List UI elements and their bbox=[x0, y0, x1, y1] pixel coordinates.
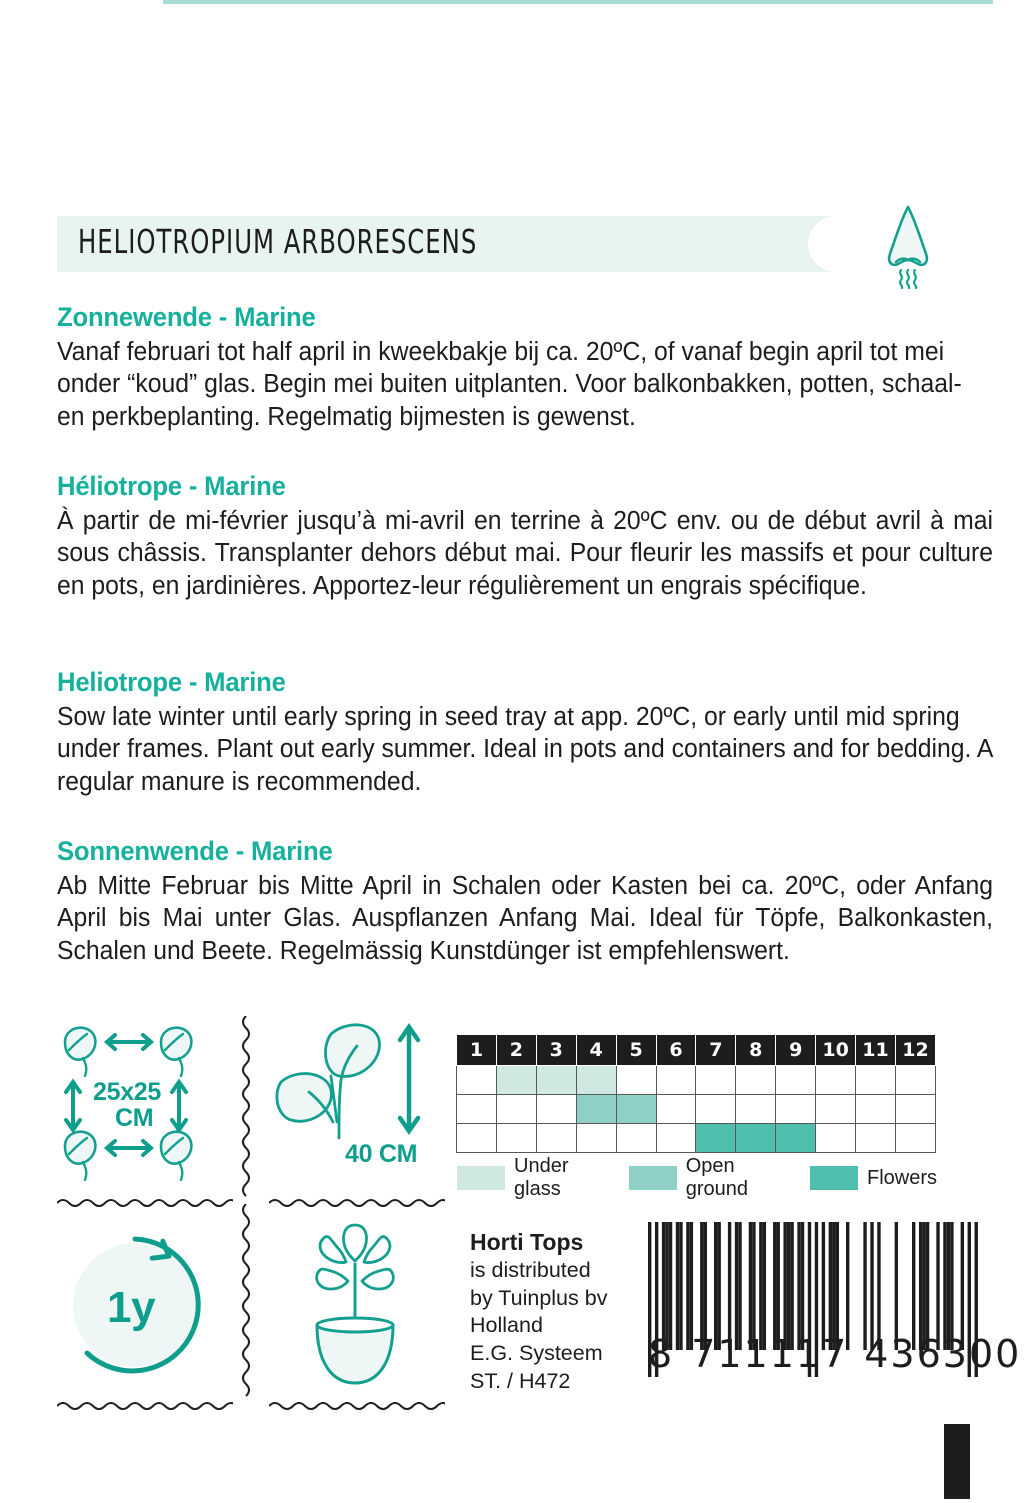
calendar-cell bbox=[856, 1066, 896, 1095]
calendar-month-header: 11 bbox=[856, 1035, 896, 1066]
legend-item bbox=[629, 1155, 794, 1201]
brand-line-2: by Tuinplus bv bbox=[470, 1285, 608, 1310]
legend-swatch bbox=[629, 1166, 677, 1190]
sowing-calendar bbox=[456, 1034, 936, 1153]
band-notch bbox=[808, 216, 842, 272]
legend-swatch bbox=[457, 1166, 505, 1190]
calendar-cell bbox=[536, 1066, 576, 1095]
plant-height-icon bbox=[269, 1018, 445, 1190]
height-value: 40 CM bbox=[345, 1140, 418, 1168]
legend-label: Under glass bbox=[514, 1155, 569, 1200]
calendar-cell bbox=[496, 1124, 536, 1153]
growing-info-icons bbox=[57, 1018, 445, 1396]
divider-wave-vertical bbox=[239, 1016, 253, 1198]
language-block-fr bbox=[57, 471, 992, 602]
brand-line-3: Holland bbox=[470, 1313, 543, 1338]
calendar-cell bbox=[656, 1066, 696, 1095]
calendar-cell bbox=[457, 1095, 497, 1124]
calendar-cell bbox=[576, 1066, 616, 1095]
calendar-header-row bbox=[457, 1035, 936, 1066]
calendar-cell bbox=[616, 1066, 656, 1095]
calendar-cell bbox=[576, 1124, 616, 1153]
divider-wave bbox=[57, 1196, 233, 1210]
calendar-cell bbox=[536, 1124, 576, 1153]
cycle-value: 1y bbox=[107, 1283, 156, 1332]
barcode-right-group: 436300 bbox=[864, 1332, 1022, 1376]
brand-line-4: E.G. Systeem bbox=[470, 1340, 603, 1365]
nose-icon bbox=[872, 200, 944, 290]
variety-title-en: Heliotrope - Marine bbox=[57, 667, 286, 697]
calendar-cell bbox=[457, 1124, 497, 1153]
legend-item bbox=[457, 1155, 613, 1201]
calendar-cell bbox=[816, 1066, 856, 1095]
calendar-month-header: 4 bbox=[576, 1035, 616, 1066]
calendar-cell bbox=[736, 1095, 776, 1124]
potted-plant-icon bbox=[269, 1221, 445, 1393]
top-trim-line bbox=[163, 0, 993, 4]
instructions-en: Sow late winter until early spring in seed tray at app. 20ºC, or early until mid spring under frames. Plant out early summer. Ideal in pots and containers and for bedding. A regular manure is recommended. bbox=[57, 703, 993, 796]
spacing-value-line2: CM bbox=[115, 1104, 154, 1132]
calendar-legend bbox=[457, 1155, 937, 1201]
legend-label: Flowers bbox=[866, 1166, 937, 1189]
calendar-cell bbox=[895, 1095, 935, 1124]
variety-title-de: Sonnenwende - Marine bbox=[57, 836, 333, 866]
calendar-cell bbox=[696, 1095, 736, 1124]
calendar-cell bbox=[895, 1066, 935, 1095]
brand-info bbox=[470, 1228, 635, 1395]
brand-line-5: ST. / H472 bbox=[470, 1368, 571, 1393]
barcode-left-group: 711117 bbox=[691, 1332, 849, 1376]
calendar-cell bbox=[656, 1124, 696, 1153]
calendar-cell bbox=[457, 1066, 497, 1095]
calendar-month-header: 12 bbox=[895, 1035, 935, 1066]
barcode-lead-digit: 8 bbox=[648, 1332, 674, 1376]
calendar-cell bbox=[496, 1095, 536, 1124]
calendar-row bbox=[457, 1066, 936, 1095]
divider-wave-vertical bbox=[239, 1204, 253, 1400]
legend-label: Open ground bbox=[685, 1155, 748, 1200]
calendar-cell bbox=[656, 1095, 696, 1124]
instructions-nl: Vanaf februari tot half april in kweekbakje bij ca. 20ºC, of vanaf begin april tot mei onder “koud” glas. Begin mei buiten uitplanten. Voor balkonbakken, potten, schaal- en perkbeplanting. Regelmatig bijmesten is gewenst. bbox=[57, 338, 962, 431]
brand-line-1: is distributed bbox=[470, 1258, 591, 1283]
calendar-cell bbox=[696, 1066, 736, 1095]
calendar-month-header: 7 bbox=[696, 1035, 736, 1066]
calendar-cell bbox=[616, 1124, 656, 1153]
barcode-number bbox=[648, 1332, 1022, 1376]
variety-title-nl: Zonnewende - Marine bbox=[57, 302, 316, 332]
calendar-cell bbox=[776, 1095, 816, 1124]
calendar-cell bbox=[736, 1124, 776, 1153]
calendar-month-header: 5 bbox=[616, 1035, 656, 1066]
spacing-value-line1: 25x25 bbox=[93, 1078, 162, 1106]
brand-name: Horti Tops bbox=[470, 1229, 584, 1255]
print-registration-mark bbox=[944, 1424, 970, 1499]
language-block-nl bbox=[57, 302, 992, 433]
calendar-table bbox=[456, 1034, 936, 1153]
calendar-row bbox=[457, 1124, 936, 1153]
calendar-cell bbox=[616, 1095, 656, 1124]
annual-cycle-icon bbox=[57, 1221, 233, 1393]
calendar-cell bbox=[576, 1095, 616, 1124]
instructions-fr: À partir de mi-février jusqu’à mi-avril en terrine à 20ºC env. ou de début avril à mai sous châssis. Transplanter dehors début mai. Pour fleurir les massifs et pour culture en pots, en jardinières. Apportez-leur régulièrement un engrais spécifique. bbox=[57, 507, 994, 600]
calendar-month-header: 1 bbox=[457, 1035, 497, 1066]
calendar-row bbox=[457, 1095, 936, 1124]
calendar-month-header: 3 bbox=[536, 1035, 576, 1066]
divider-wave bbox=[269, 1196, 445, 1210]
divider-wave bbox=[269, 1399, 445, 1413]
calendar-cell bbox=[776, 1124, 816, 1153]
calendar-cell bbox=[496, 1066, 536, 1095]
calendar-month-header: 8 bbox=[736, 1035, 776, 1066]
page-title: HELIOTROPIUM ARBORESCENS bbox=[78, 222, 478, 261]
plant-spacing-icon bbox=[57, 1018, 233, 1190]
calendar-month-header: 9 bbox=[776, 1035, 816, 1066]
calendar-month-header: 2 bbox=[496, 1035, 536, 1066]
calendar-month-header: 6 bbox=[656, 1035, 696, 1066]
divider-wave bbox=[57, 1399, 233, 1413]
variety-title-fr: Héliotrope - Marine bbox=[57, 471, 286, 501]
calendar-cell bbox=[696, 1124, 736, 1153]
calendar-cell bbox=[736, 1066, 776, 1095]
calendar-cell bbox=[816, 1124, 856, 1153]
language-block-de bbox=[57, 836, 992, 967]
calendar-cell bbox=[856, 1124, 896, 1153]
calendar-cell bbox=[536, 1095, 576, 1124]
language-block-en bbox=[57, 667, 992, 798]
legend-swatch bbox=[810, 1166, 858, 1190]
calendar-month-header: 10 bbox=[816, 1035, 856, 1066]
calendar-cell bbox=[776, 1066, 816, 1095]
calendar-cell bbox=[816, 1095, 856, 1124]
instructions-de: Ab Mitte Februar bis Mitte April in Schalen oder Kasten bei ca. 20ºC, oder Anfang April bis Mai unter Glas. Auspflanzen Anfang Mai. Ideal für Töpfe, Balkonkasten, Schalen und Beete. Regelmässig Kunstdünger ist empfehlenswert. bbox=[57, 872, 994, 965]
calendar-cell bbox=[895, 1124, 935, 1153]
calendar-cell bbox=[856, 1095, 896, 1124]
legend-item bbox=[810, 1166, 937, 1190]
